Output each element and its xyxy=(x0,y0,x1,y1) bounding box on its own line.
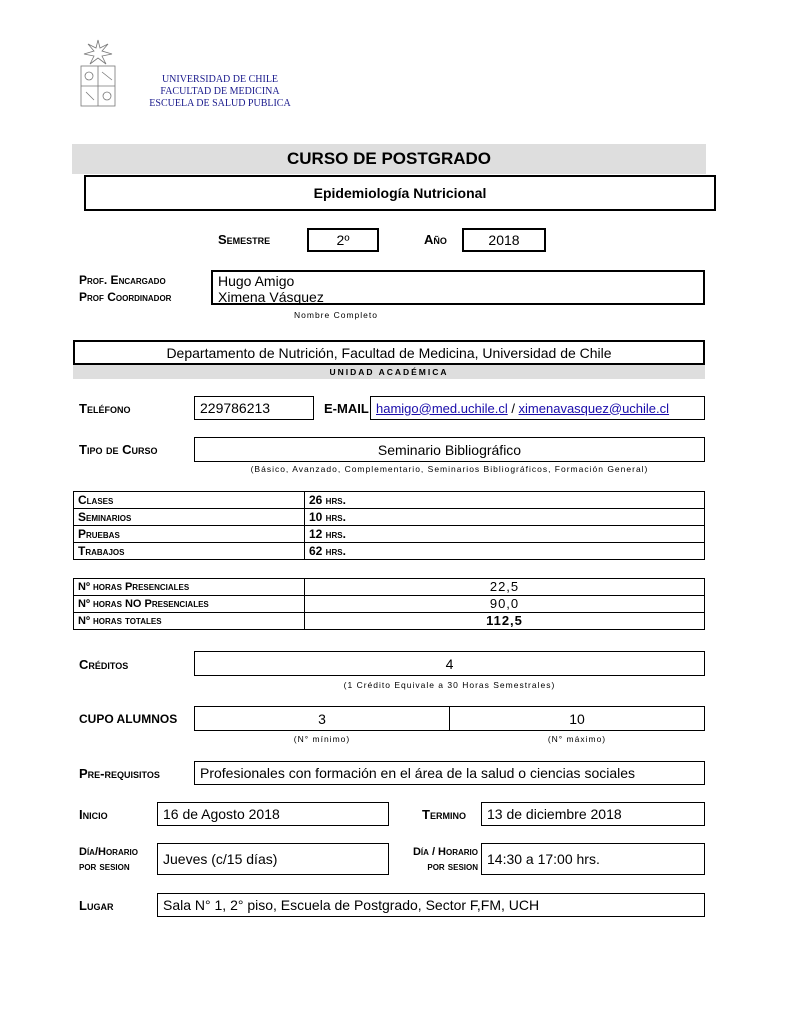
email-field xyxy=(370,396,705,420)
school-name: ESCUELA DE SALUD PUBLICA xyxy=(149,98,291,109)
totals-value: 22,5 xyxy=(305,579,705,596)
totals-label: Nº horas NO Presenciales xyxy=(74,596,305,613)
totals-label: Nº horas totales xyxy=(74,613,305,630)
university-crest xyxy=(78,38,118,110)
institution-header xyxy=(120,74,320,110)
hours-label: Clases xyxy=(74,492,305,509)
prof-coordinador-name: Ximena Vásquez xyxy=(218,289,324,305)
capacity-max-note: (N° máximo) xyxy=(547,734,607,744)
semester-field: 2º xyxy=(307,228,379,252)
schedule-time-label-2: por sesion xyxy=(427,861,478,873)
course-name-box xyxy=(84,175,716,211)
table-row xyxy=(74,509,705,526)
title-bar xyxy=(72,144,706,174)
start-label: Inicio xyxy=(79,807,108,822)
schedule-day-label-2: por sesion xyxy=(79,861,130,873)
phone-field: 229786213 xyxy=(194,396,314,420)
totals-label: Nº horas Presenciales xyxy=(74,579,305,596)
schedule-time-label-1: Día / Horario xyxy=(412,846,478,858)
page-title: CURSO DE POSTGRADO xyxy=(286,149,492,168)
prof-encargado-label: Prof. Encargado xyxy=(79,273,166,287)
department-caption-bar xyxy=(73,365,705,379)
capacity-min-field: 3 xyxy=(194,706,450,731)
hours-table xyxy=(73,491,705,560)
hours-value: 12 hrs. xyxy=(305,526,705,543)
totals-value: 112,5 xyxy=(305,613,705,630)
course-type-label: Tipo de Curso xyxy=(79,442,158,457)
department-caption: UNIDAD ACADÉMICA xyxy=(329,367,449,377)
name-note: Nombre Completo xyxy=(294,310,378,320)
table-row xyxy=(74,613,705,630)
email-label: E-MAIL xyxy=(324,401,369,416)
hours-value: 62 hrs. xyxy=(305,543,705,560)
place-label: Lugar xyxy=(79,898,114,913)
table-row xyxy=(74,579,705,596)
university-name: UNIVERSIDAD DE CHILE xyxy=(161,74,279,85)
course-name: Epidemiología Nutricional xyxy=(313,185,487,201)
hours-label: Pruebas xyxy=(74,526,305,543)
phone-label: Teléfono xyxy=(79,401,131,416)
table-row xyxy=(74,543,705,560)
schedule-day-field: Jueves (c/15 días) xyxy=(157,843,389,875)
prof-encargado-name: Hugo Amigo xyxy=(218,273,295,289)
end-label: Termino xyxy=(422,807,466,822)
prof-coordinador-label: Prof Coordinador xyxy=(79,290,172,304)
start-field: 16 de Agosto 2018 xyxy=(157,802,389,826)
prereq-label: Pre-requisitos xyxy=(79,766,160,781)
end-field: 13 de diciembre 2018 xyxy=(481,802,705,826)
department-field: Departamento de Nutrición, Facultad de Medicina, Universidad de Chile xyxy=(73,340,705,365)
email-link-1[interactable]: hamigo@med.uchile.cl xyxy=(376,400,508,416)
hours-value: 26 hrs. xyxy=(305,492,705,509)
faculty-name: FACULTAD DE MEDICINA xyxy=(160,86,280,97)
semester-label: Semestre xyxy=(218,232,271,247)
hours-label: Trabajos xyxy=(74,543,305,560)
email-separator: / xyxy=(507,400,519,416)
professors-box xyxy=(211,270,705,305)
course-type-note: (Básico, Avanzado, Complementario, Seminarios Bibliográficos, Formación General) xyxy=(250,464,649,474)
table-row xyxy=(74,526,705,543)
credits-note: (1 Crédito Equivale a 30 Horas Semestrales) xyxy=(343,680,556,690)
credits-label: Créditos xyxy=(79,657,129,672)
hours-value: 10 hrs. xyxy=(305,509,705,526)
capacity-max-field: 10 xyxy=(449,706,705,731)
schedule-day-label-1: Día/Horario xyxy=(79,846,138,858)
schedule-time-field: 14:30 a 17:00 hrs. xyxy=(481,843,705,875)
totals-table xyxy=(73,578,705,630)
table-row xyxy=(74,596,705,613)
year-label: Año xyxy=(424,232,447,247)
hours-label: Seminarios xyxy=(74,509,305,526)
place-field: Sala N° 1, 2° piso, Escuela de Postgrado, Sector F,FM, UCH xyxy=(157,893,705,917)
table-row xyxy=(74,492,705,509)
course-type-field: Seminario Bibliográfico xyxy=(194,437,705,462)
schedule-time-label xyxy=(392,845,478,875)
totals-value: 90,0 xyxy=(305,596,705,613)
email-link-2[interactable]: ximenavasquez@uchile.cl xyxy=(518,400,670,416)
prereq-field: Profesionales con formación en el área de la salud o ciencias sociales xyxy=(194,761,705,785)
credits-field: 4 xyxy=(194,651,705,676)
year-field: 2018 xyxy=(462,228,546,252)
capacity-min-note: (N° mínimo) xyxy=(293,734,351,744)
capacity-label: CUPO ALUMNOS xyxy=(79,712,178,726)
schedule-day-label xyxy=(79,845,138,875)
